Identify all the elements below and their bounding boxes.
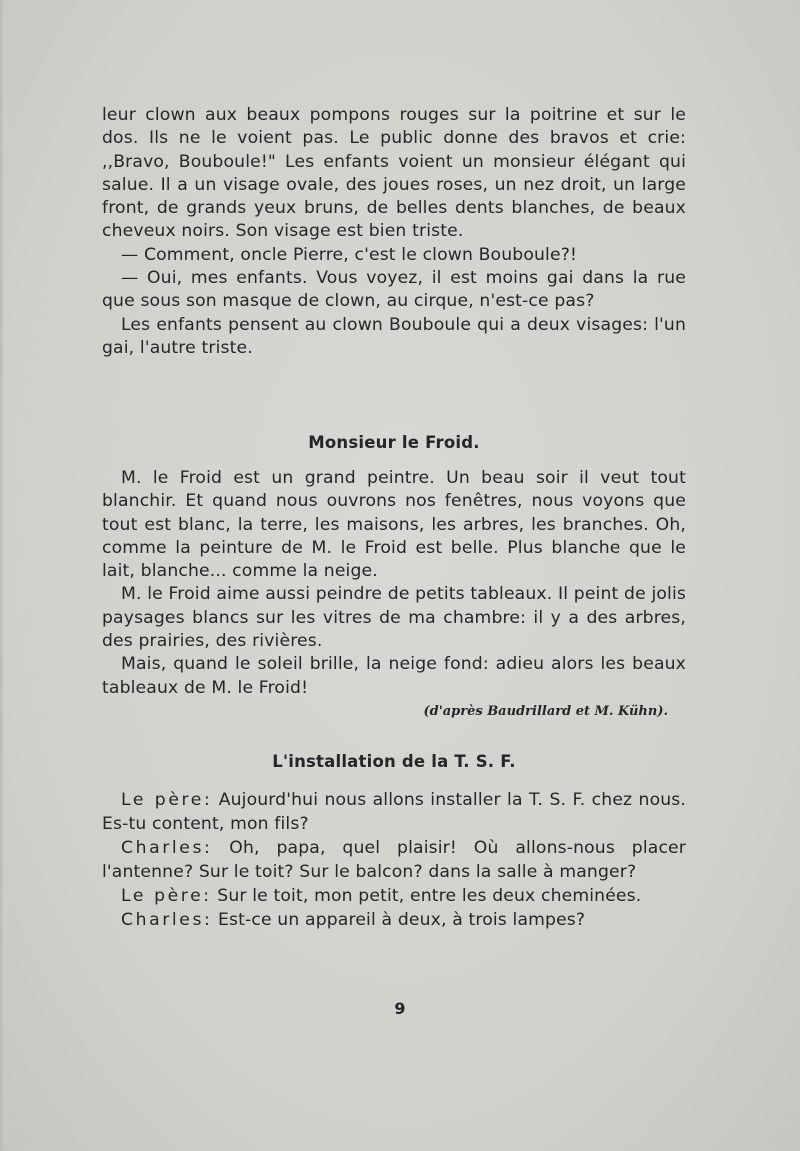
- source-attribution: (d'après Baudrillard et M. Kühn).: [423, 704, 668, 719]
- monsieur-le-froid-text: [102, 467, 686, 700]
- tsf-dialogue: [102, 788, 686, 932]
- dialogue-text: Aujourd'hui nous allons installer la T. S. F. chez nous. Es-tu content, mon fils?: [102, 790, 686, 834]
- paragraph: Les enfants pensent au clown Bouboule qui a deux visages: l'un gai, l'autre triste.: [102, 314, 686, 358]
- page-number: 9: [394, 999, 406, 1018]
- dialogue-text: Est-ce un appareil à deux, à trois lampes?: [218, 910, 586, 930]
- dialogue-text: Oh, papa, quel plaisir! Où allons-nous placer l'antenne? Sur le toit? Sur le balcon? dans la salle à manger?: [102, 838, 686, 882]
- dialogue-line: [102, 908, 686, 932]
- dialogue-text: Sur le toit, mon petit, entre les deux cheminées.: [217, 886, 642, 906]
- dialogue-line: [102, 788, 686, 836]
- dialogue-line: [102, 884, 686, 908]
- paragraph: M. le Froid est un grand peintre. Un beau soir il veut tout blanchir. Et quand nous ouvrons nos fenêtres, nous voyons que tout est blanc, la terre, les maisons, les arbres, les branches. Oh, comme la peinture de M. le Froid est belle. Plus blanche que le lait, blanche... comme la neige.: [102, 468, 686, 582]
- speaker-name: Le père:: [121, 790, 213, 810]
- speaker-name: Le père:: [121, 886, 212, 906]
- paragraph: leur clown aux beaux pompons rouges sur la poitrine et sur le dos. Ils ne le voient pas. Le public donne des bravos et crie: ,,Bravo, Bouboule!" Les enfants voient un monsieur élégant qui salue. Il a un visage ovale, des joues roses, un nez droit, un large front, de grands yeux bruns, de belles dents blanches, de beaux cheveux noirs. Son visage est bien triste.: [102, 105, 686, 242]
- section-title-monsieur-le-froid: Monsieur le Froid.: [308, 433, 480, 452]
- dialogue-line: [102, 836, 686, 884]
- paragraph: M. le Froid aime aussi peindre de petits tableaux. Il peint de jolis paysages blancs sur les vitres de ma chambre: il y a des arbres, des prairies, des rivières.: [102, 584, 686, 652]
- dialogue-line: — Oui, mes enfants. Vous voyez, il est moins gai dans la rue que sous son masque de clown, au cirque, n'est-ce pas?: [102, 268, 686, 312]
- paragraph: Mais, quand le soleil brille, la neige fond: adieu alors les beaux tableaux de M. le Froid!: [102, 654, 686, 698]
- page-binding-edge: [0, 0, 4, 1151]
- speaker-name: Charles:: [121, 838, 213, 858]
- dialogue-line: — Comment, oncle Pierre, c'est le clown Bouboule?!: [121, 244, 578, 265]
- section-title-tsf: L'installation de la T. S. F.: [272, 752, 516, 771]
- clown-story-continuation: [102, 104, 686, 360]
- speaker-name: Charles:: [121, 910, 213, 930]
